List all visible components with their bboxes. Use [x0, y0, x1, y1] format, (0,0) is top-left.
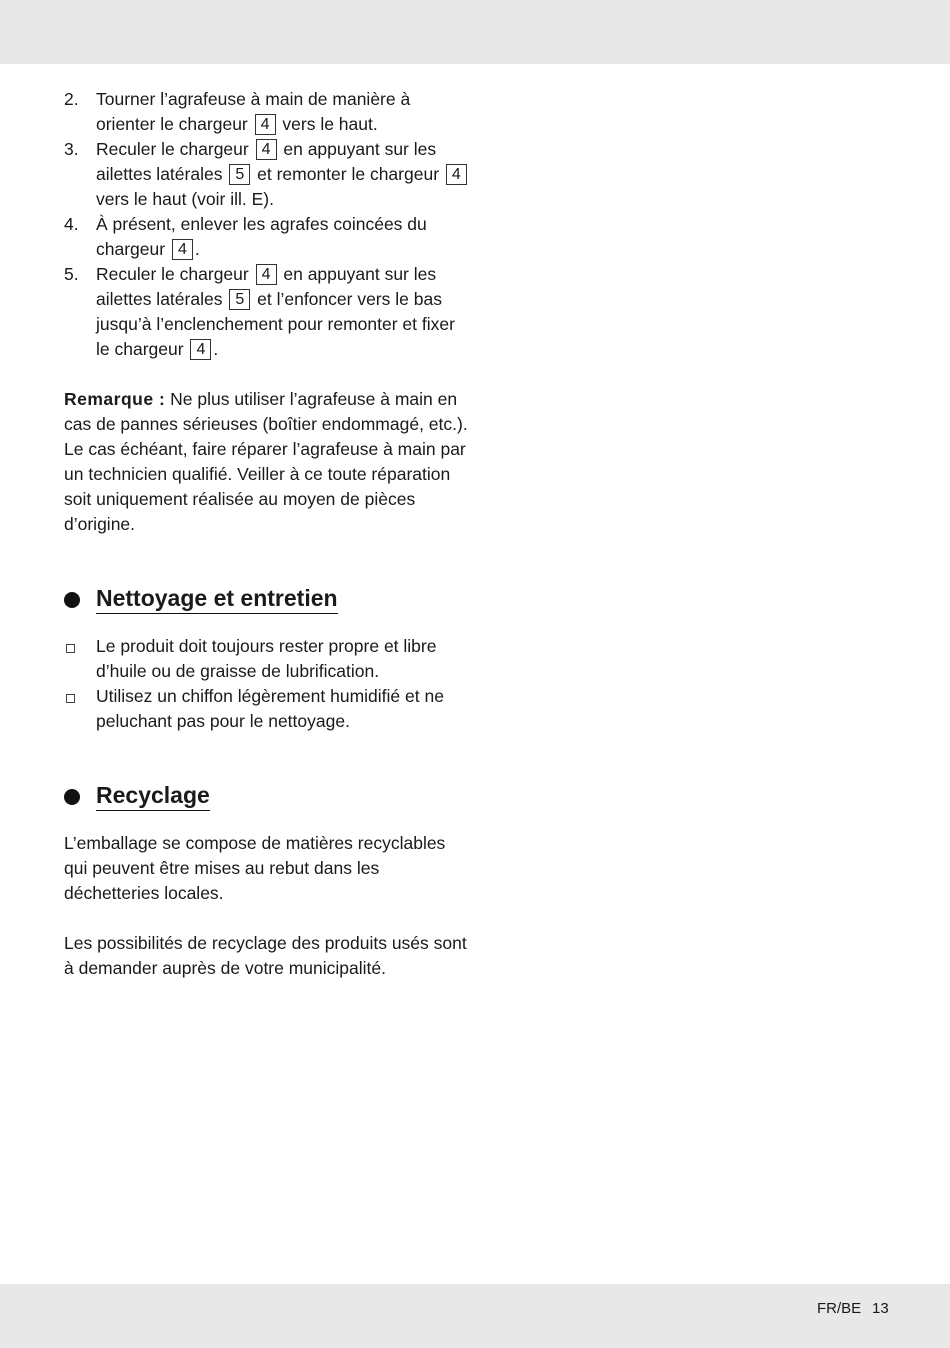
step-3: [64, 137, 469, 212]
step-number: 5.: [64, 264, 79, 284]
part-ref-box: 4: [172, 239, 193, 260]
step-number: 3.: [64, 139, 79, 159]
list-item-text: Utilisez un chiffon légèrement humidifié et ne peluchant pas pour le nettoyage.: [96, 686, 444, 731]
footer-language: FR/BE: [817, 1300, 862, 1317]
step-text: Reculer le chargeur: [96, 264, 249, 284]
step-5: [64, 262, 469, 362]
note-text: Ne plus utiliser l’agrafeuse à main en cas de pannes sérieuses (boîtier endommagé, etc.). Le cas échéant, faire réparer l’agrafeuse à main par un technicien qualifié. Veiller à ce toute réparation soit uniquement réalisée au moyen de pièces d’origine.: [64, 389, 468, 534]
step-text: Reculer le chargeur: [96, 139, 249, 159]
step-text: et l’enfoncer vers le bas jusqu’à l’enclenchement pour remonter et fixer le chargeur: [96, 289, 455, 359]
note-label: Remarque :: [64, 389, 166, 409]
step-number: 4.: [64, 214, 79, 234]
checkbox-square-icon: [66, 694, 75, 703]
list-item: [64, 634, 469, 684]
header-band: [0, 0, 950, 64]
section-bullet-icon: [64, 789, 80, 805]
step-text: À présent, enlever les agrafes coincées du chargeur: [96, 214, 427, 259]
footer-band: [0, 1284, 950, 1348]
part-ref-box: 5: [229, 289, 250, 310]
step-number: 2.: [64, 89, 79, 109]
step-text: et remonter le chargeur: [257, 164, 440, 184]
recycling-paragraph-2: Les possibilités de recyclage des produits usés sont à demander auprès de votre municipalité.: [64, 933, 467, 978]
step-text: en appuyant sur les ailettes latérales: [96, 264, 437, 309]
step-text: .: [213, 339, 219, 359]
note-paragraph: [64, 387, 469, 537]
step-text: en appuyant sur les ailettes latérales: [96, 139, 437, 184]
part-ref-box: 4: [255, 114, 276, 135]
cleaning-heading: [64, 584, 469, 614]
part-ref-box: 4: [256, 264, 277, 285]
step-2: [64, 87, 469, 137]
part-ref-box: 5: [229, 164, 250, 185]
part-ref-box: 4: [446, 164, 467, 185]
step-text: vers le haut.: [282, 114, 378, 134]
checkbox-square-icon: [66, 644, 75, 653]
recycling-paragraph-1: L’emballage se compose de matières recyclables qui peuvent être mises au rebut dans les déchetteries locales.: [64, 833, 446, 903]
list-item-text: Le produit doit toujours rester propre et libre d’huile ou de graisse de lubrification.: [96, 636, 437, 681]
instruction-steps: [64, 87, 469, 362]
step-text: Tourner l’agrafeuse à main de manière à orienter le chargeur: [96, 89, 411, 134]
part-ref-box: 4: [256, 139, 277, 160]
recycling-heading: [64, 781, 469, 811]
cleaning-list: [64, 634, 469, 734]
recycling-heading-text: Recyclage: [96, 781, 210, 811]
step-text: .: [194, 239, 200, 259]
list-item: [64, 684, 469, 734]
step-4: [64, 212, 469, 262]
section-bullet-icon: [64, 592, 80, 608]
cleaning-heading-text: Nettoyage et entretien: [96, 584, 338, 614]
step-text: vers le haut (voir ill. E).: [96, 189, 274, 209]
page-number: 13: [872, 1300, 889, 1317]
part-ref-box: 4: [190, 339, 211, 360]
page-content: [64, 87, 469, 981]
